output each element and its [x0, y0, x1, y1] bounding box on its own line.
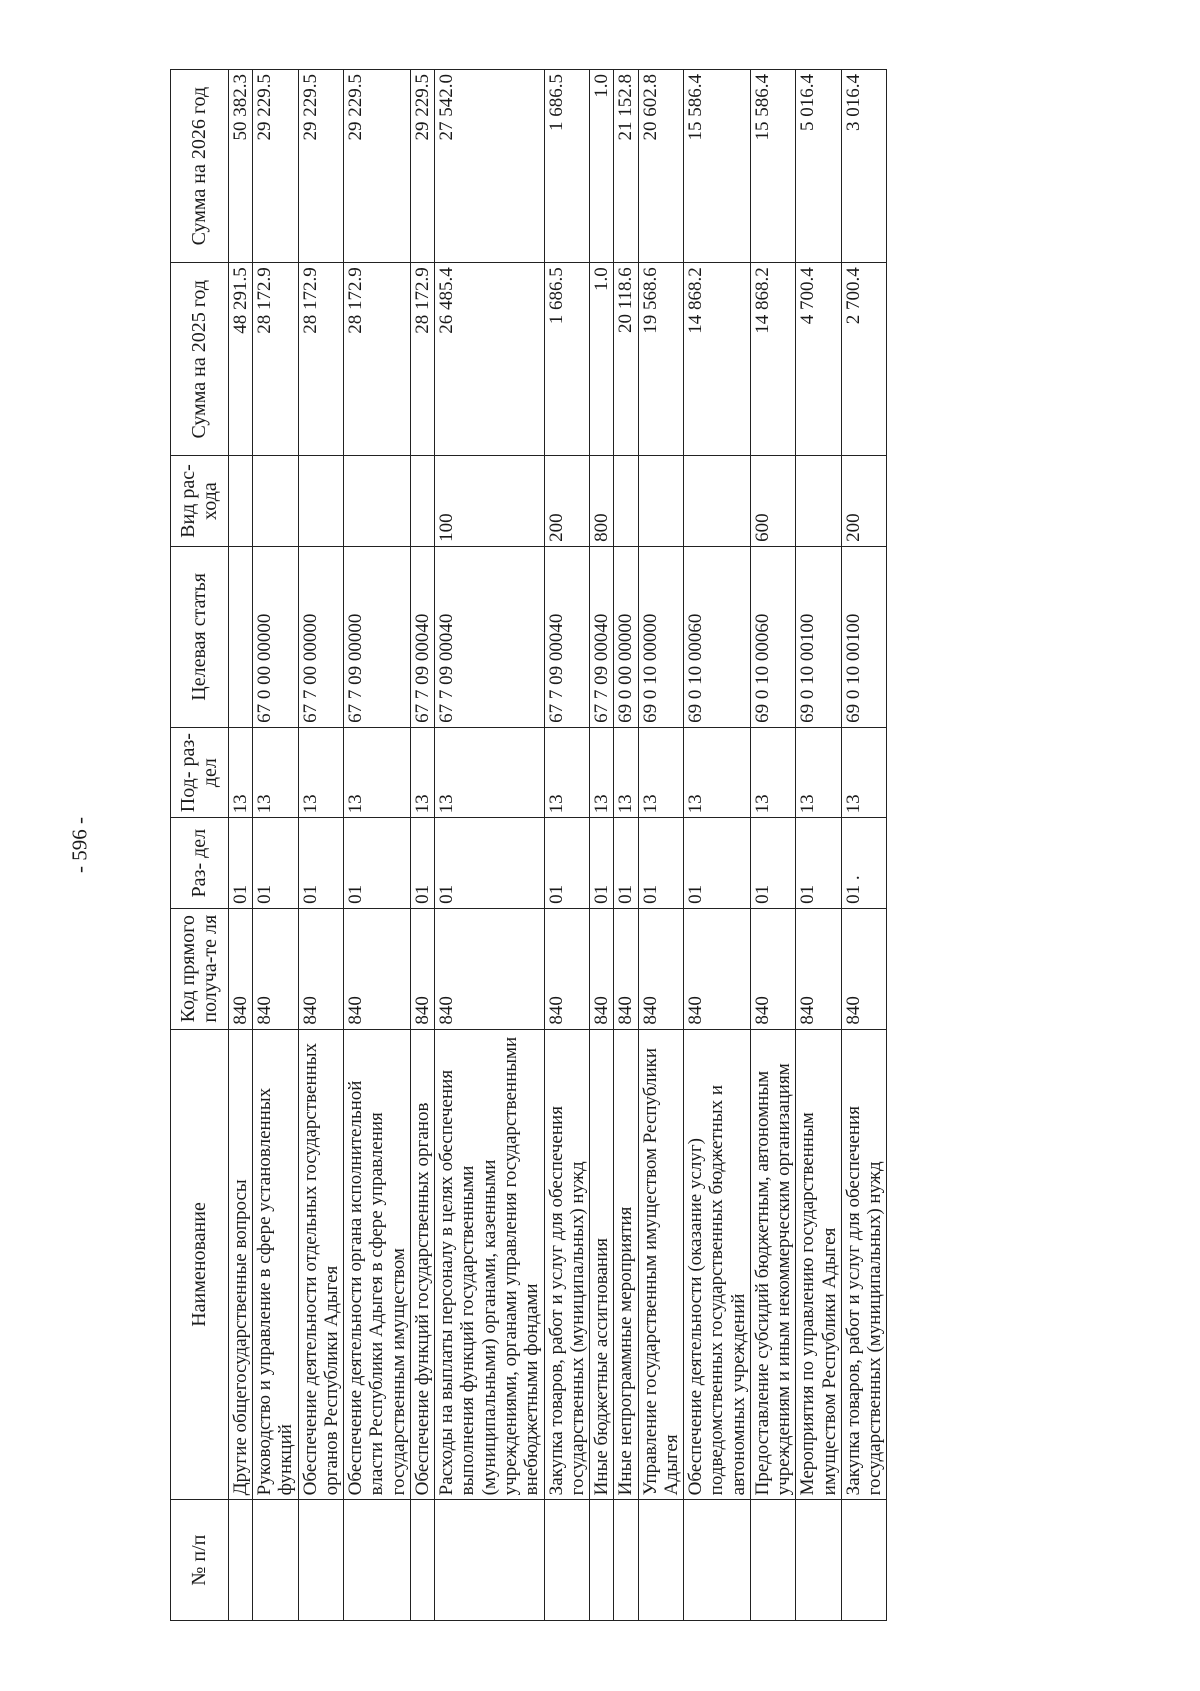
header-target: Целевая статья: [171, 546, 229, 727]
row-target: 67 7 09 00040: [544, 546, 590, 727]
row-code: 840: [750, 908, 796, 1029]
table-row: [590, 70, 614, 1621]
header-name: Наименование: [171, 1029, 229, 1500]
row-sum-2026: 50 382.3: [228, 70, 252, 263]
row-code: 840: [614, 908, 638, 1029]
row-code: 840: [344, 908, 411, 1029]
row-sum-2026: 15 586.4: [684, 70, 751, 263]
row-sum-2026: 21 152.8: [614, 70, 638, 263]
row-name: Обеспечение функций государственных органов: [410, 1029, 434, 1500]
table-row: [253, 70, 299, 1621]
row-subsection: 13: [638, 727, 684, 818]
row-sum-2026: 15 586.4: [750, 70, 796, 263]
table-row: [544, 70, 590, 1621]
row-sum-2025: 26 485.4: [435, 263, 544, 456]
table-row: [684, 70, 751, 1621]
row-sum-2026: 29 229.5: [253, 70, 299, 263]
row-expense-type: [684, 456, 751, 547]
row-code: 840: [298, 908, 344, 1029]
row-subsection: 13: [684, 727, 751, 818]
row-subsection: 13: [544, 727, 590, 818]
table-row: [750, 70, 796, 1621]
row-subsection: 13: [228, 727, 252, 818]
row-expense-type: 200: [544, 456, 590, 547]
header-code: Код прямого получа-те ля: [171, 908, 229, 1029]
row-expense-type: 200: [841, 456, 887, 547]
row-expense-type: 800: [590, 456, 614, 547]
row-target: 69 0 10 00060: [750, 546, 796, 727]
row-section: 01: [253, 818, 299, 909]
row-target: [228, 546, 252, 727]
row-target: 67 7 09 00040: [435, 546, 544, 727]
row-name: Обеспечение деятельности органа исполнительной власти Республики Адыгея в сфере управления государственным имуществом: [344, 1029, 411, 1500]
row-code: 840: [590, 908, 614, 1029]
row-sum-2025: 19 568.6: [638, 263, 684, 456]
row-num: [841, 1500, 887, 1621]
row-code: 840: [544, 908, 590, 1029]
row-section: 01: [614, 818, 638, 909]
row-num: [638, 1500, 684, 1621]
row-expense-type: [796, 456, 842, 547]
row-target: 69 0 00 00000: [614, 546, 638, 727]
row-code: 840: [253, 908, 299, 1029]
row-section: 01: [590, 818, 614, 909]
row-name: Обеспечение деятельности (оказание услуг) подведомственных государственных бюджетных и автономных учреждений: [684, 1029, 751, 1500]
row-num: [750, 1500, 796, 1621]
header-num: № п/п: [171, 1500, 229, 1621]
row-section: 01: [750, 818, 796, 909]
row-target: 67 0 00 00000: [253, 546, 299, 727]
row-target: 69 0 10 00100: [841, 546, 887, 727]
row-num: [435, 1500, 544, 1621]
table-row: [796, 70, 842, 1621]
row-target: 67 7 09 00000: [344, 546, 411, 727]
row-subsection: 13: [410, 727, 434, 818]
row-section: 01: [228, 818, 252, 909]
row-code: 840: [684, 908, 751, 1029]
row-expense-type: [253, 456, 299, 547]
row-section: 01: [544, 818, 590, 909]
row-num: [298, 1500, 344, 1621]
row-subsection: 13: [253, 727, 299, 818]
row-subsection: 13: [796, 727, 842, 818]
row-section: 01: [344, 818, 411, 909]
row-sum-2025: 28 172.9: [298, 263, 344, 456]
row-expense-type: [638, 456, 684, 547]
row-num: [684, 1500, 751, 1621]
row-sum-2026: 29 229.5: [344, 70, 411, 263]
row-code: 840: [410, 908, 434, 1029]
row-subsection: 13: [298, 727, 344, 818]
row-sum-2026: 1 686.5: [544, 70, 590, 263]
row-sum-2025: 28 172.9: [344, 263, 411, 456]
budget-table: [170, 69, 887, 1621]
row-name: Руководство и управление в сфере установленных функций: [253, 1029, 299, 1500]
table-header: [171, 70, 229, 1621]
row-code: 840: [841, 908, 887, 1029]
table-row: [410, 70, 434, 1621]
row-expense-type: 600: [750, 456, 796, 547]
row-subsection: 13: [590, 727, 614, 818]
row-name: Предоставление субсидий бюджетным, автономным учреждениям и иным некоммерческим организациям: [750, 1029, 796, 1500]
row-target: 67 7 09 00040: [590, 546, 614, 727]
row-section: 01: [684, 818, 751, 909]
row-name: Иные бюджетные ассигнования: [590, 1029, 614, 1500]
row-name: Мероприятия по управлению государственным имуществом Республики Адыгея: [796, 1029, 842, 1500]
row-subsection: 13: [750, 727, 796, 818]
row-num: [344, 1500, 411, 1621]
row-num: [796, 1500, 842, 1621]
table-row: [228, 70, 252, 1621]
row-sum-2025: 4 700.4: [796, 263, 842, 456]
table-row: [841, 70, 887, 1621]
row-num: [590, 1500, 614, 1621]
row-sum-2025: 14 868.2: [750, 263, 796, 456]
row-expense-type: [228, 456, 252, 547]
row-code: 840: [638, 908, 684, 1029]
row-subsection: 13: [614, 727, 638, 818]
row-sum-2026: 27 542.0: [435, 70, 544, 263]
row-sum-2026: 3 016.4: [841, 70, 887, 263]
table-row: [344, 70, 411, 1621]
row-sum-2026: 29 229.5: [410, 70, 434, 263]
row-name: Управление государственным имуществом Республики Адыгея: [638, 1029, 684, 1500]
row-code: 840: [796, 908, 842, 1029]
table-row: [435, 70, 544, 1621]
row-section: 01: [298, 818, 344, 909]
row-name: Закупка товаров, работ и услуг для обеспечения государственных (муниципальных) нужд: [841, 1029, 887, 1500]
row-section: 01 .: [841, 818, 887, 909]
row-expense-type: 100: [435, 456, 544, 547]
header-section: Раз- дел: [171, 818, 229, 909]
row-name: Обеспечение деятельности отдельных государственных органов Республики Адыгея: [298, 1029, 344, 1500]
row-sum-2025: 1.0: [590, 263, 614, 456]
row-num: [544, 1500, 590, 1621]
row-name: Закупка товаров, работ и услуг для обеспечения государственных (муниципальных) нужд: [544, 1029, 590, 1500]
row-num: [253, 1500, 299, 1621]
row-target: 69 0 10 00000: [638, 546, 684, 727]
row-sum-2025: 14 868.2: [684, 263, 751, 456]
row-section: 01: [796, 818, 842, 909]
row-sum-2026: 1.0: [590, 70, 614, 263]
row-expense-type: [614, 456, 638, 547]
header-sum-2025: Сумма на 2025 год: [171, 263, 229, 456]
row-num: [410, 1500, 434, 1621]
row-target: 69 0 10 00060: [684, 546, 751, 727]
row-sum-2025: 28 172.9: [410, 263, 434, 456]
row-target: 67 7 09 00040: [410, 546, 434, 727]
row-target: 69 0 10 00100: [796, 546, 842, 727]
row-sum-2025: 2 700.4: [841, 263, 887, 456]
header-expense-type: Вид рас- хода: [171, 456, 229, 547]
row-expense-type: [344, 456, 411, 547]
row-code: 840: [435, 908, 544, 1029]
row-code: 840: [228, 908, 252, 1029]
row-sum-2025: 28 172.9: [253, 263, 299, 456]
header-subsection: Под- раз- дел: [171, 727, 229, 818]
row-name: Другие общегосударственные вопросы: [228, 1029, 252, 1500]
row-num: [614, 1500, 638, 1621]
budget-table-container: [170, 69, 1030, 1621]
row-sum-2026: 5 016.4: [796, 70, 842, 263]
row-section: 01: [435, 818, 544, 909]
row-sum-2025: 20 118.6: [614, 263, 638, 456]
row-sum-2025: 48 291.5: [228, 263, 252, 456]
row-name: Иные непрограммные мероприятия: [614, 1029, 638, 1500]
header-sum-2026: Сумма на 2026 год: [171, 70, 229, 263]
page-number: - 596 -: [67, 817, 92, 873]
row-section: 01: [410, 818, 434, 909]
row-name: Расходы на выплаты персоналу в целях обеспечения выполнения функций государственными (муниципальными) органами, казенными учреждениями, органами управления государственными внебюджетными фондами: [435, 1029, 544, 1500]
table-body: [228, 70, 887, 1621]
row-expense-type: [298, 456, 344, 547]
row-sum-2025: 1 686.5: [544, 263, 590, 456]
row-subsection: 13: [344, 727, 411, 818]
row-subsection: 13: [841, 727, 887, 818]
row-target: 67 7 00 00000: [298, 546, 344, 727]
table-row: [298, 70, 344, 1621]
row-section: 01: [638, 818, 684, 909]
row-expense-type: [410, 456, 434, 547]
row-sum-2026: 20 602.8: [638, 70, 684, 263]
row-num: [228, 1500, 252, 1621]
table-row: [614, 70, 638, 1621]
table-row: [638, 70, 684, 1621]
row-sum-2026: 29 229.5: [298, 70, 344, 263]
row-subsection: 13: [435, 727, 544, 818]
